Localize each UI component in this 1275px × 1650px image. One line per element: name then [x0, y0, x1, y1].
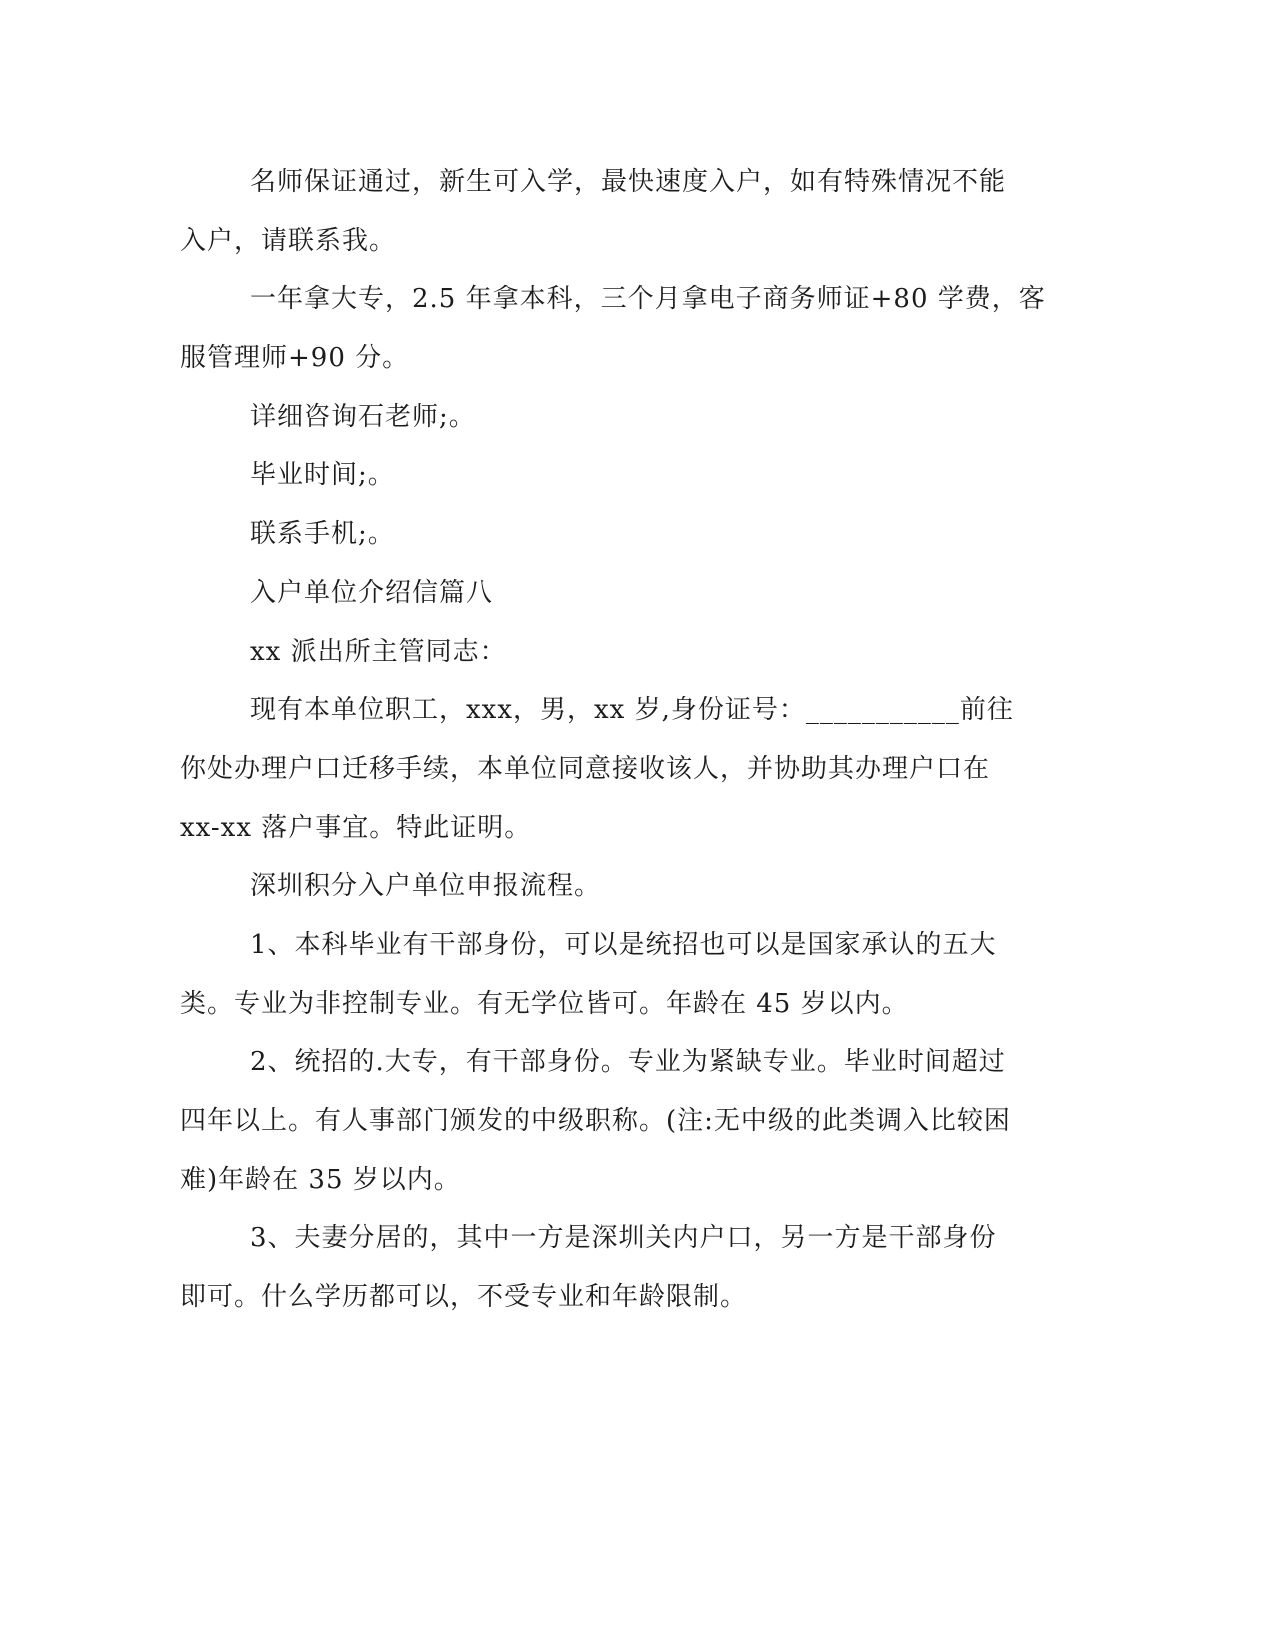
list-item-2: [180, 1033, 1080, 1209]
text-line: 3、夫妻分居的，其中一方是深圳关内户口，另一方是干部身份: [250, 1223, 997, 1254]
text-line: 入户，请联系我。: [180, 225, 397, 256]
paragraph-contact-phone: [180, 505, 1080, 564]
list-item-1: [180, 916, 1080, 1033]
text-line: 详细咨询石老师;。: [250, 401, 476, 432]
letter-salutation: [180, 623, 1080, 682]
paragraph-program: [180, 270, 1080, 387]
text-line: 现有本单位职工，xxx，男，xx 岁,身份证号：___________前往: [250, 695, 1014, 726]
text-line: 一年拿大专，2.5 年拿本科，三个月拿电子商务师证+80 学费，客: [250, 284, 1046, 315]
text-line: 毕业时间;。: [250, 460, 395, 491]
text-line: 四年以上。有人事部门颁发的中级职称。(注:无中级的此类调入比较困: [180, 1106, 1011, 1136]
section-heading: [180, 564, 1080, 623]
text-line: 入户单位介绍信篇八: [250, 577, 494, 608]
text-line: 2、统招的.大专，有干部身份。专业为紧缺专业。毕业时间超过: [250, 1047, 1006, 1078]
document-body: [180, 153, 1080, 1327]
letter-body: [180, 681, 1080, 857]
text-line: 类。专业为非控制专业。有无学位皆可。年龄在 45 岁以内。: [180, 988, 909, 1019]
text-line: 你处办理户口迁移手续，本单位同意接收该人，并协助其办理户口在: [180, 753, 991, 784]
text-line: 即可。什么学历都可以，不受专业和年龄限制。: [180, 1282, 748, 1313]
paragraph-graduation-time: [180, 446, 1080, 505]
text-line: 难)年龄在 35 岁以内。: [180, 1164, 461, 1195]
process-heading: [180, 857, 1080, 916]
text-line: 深圳积分入户单位申报流程。: [250, 871, 602, 902]
paragraph-consult: [180, 388, 1080, 447]
list-item-3: [180, 1209, 1080, 1326]
text-line: 1、本科毕业有干部身份，可以是统招也可以是国家承认的五大: [250, 929, 997, 960]
paragraph-guarantee: [180, 153, 1080, 270]
text-line: xx 派出所主管同志：: [250, 636, 507, 667]
text-line: 名师保证通过，新生可入学，最快速度入户，如有特殊情况不能: [250, 167, 1007, 197]
text-line: 联系手机;。: [250, 519, 395, 550]
text-line: xx-xx 落户事宜。特此证明。: [180, 812, 532, 843]
text-line: 服管理师+90 分。: [180, 343, 410, 374]
